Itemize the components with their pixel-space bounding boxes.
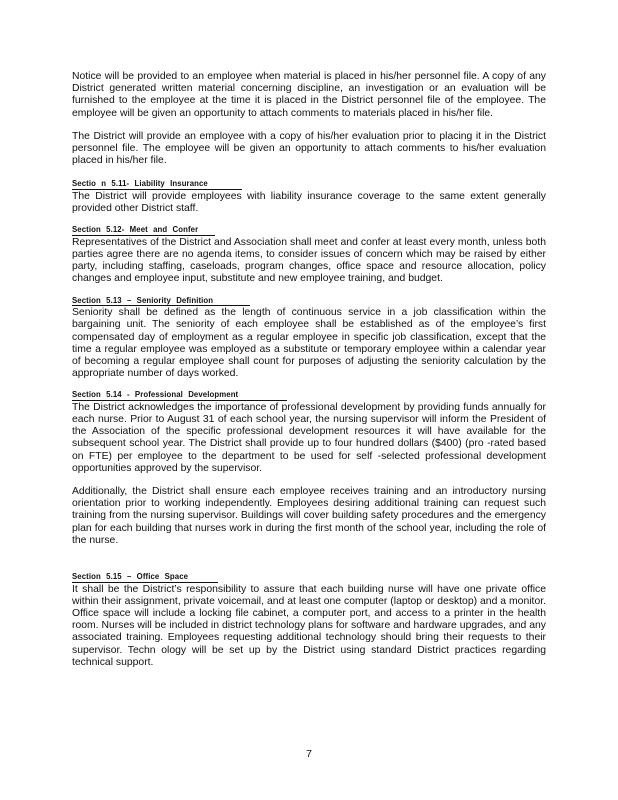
section-5-15 xyxy=(72,571,546,669)
section-body: Representatives of the District and Association shall meet and confer at least every month, unless both parties agree there are no agenda items, to consider issues of concern which may be raised by either party, including staffing, caseloads, program changes, office space and resource allocation, policy changes and employee input, substitute and new employee training, and budget. xyxy=(72,236,546,285)
page-body xyxy=(72,71,546,669)
paragraph-evaluation: The District will provide an employee with a copy of his/her evaluation prior to placing it in the District personnel file. The employee will be given an opportunity to attach comments to his/her evaluation placed in his/her file. xyxy=(72,130,546,167)
section-body: The District will provide employees with liability insurance coverage to the same extent generally provided other District staff. xyxy=(72,190,546,215)
section-5-11 xyxy=(72,178,546,215)
section-body-continued: Additionally, the District shall ensure each employee receives training and an introductory nursing orientation prior to working independently. Employees desiring additional training can request such training from the nursing supervisor. Buildings will cover building safety procedures and the emergency plan for each building that nurses work in during the first month of the school year, including the role of the nurse. xyxy=(72,486,546,546)
section-body: The District acknowledges the importance of professional development by providing funds annually for each nurse. Prior to August 31 of each school year, the nursing supervisor will inform the President of the Association of the specific professional development resources it will have available for the subsequent school year. The District shall provide up to four hundred dollars ($400) (pro -rated based on FTE) per employee to the department to be used for self -selected professional development opportunities approved by the supervisor. xyxy=(72,401,546,474)
section-5-14 xyxy=(72,389,546,547)
paragraph-notice: Notice will be provided to an employee when material is placed in his/her personnel file. A copy of any District generated written material concerning discipline, an investigation or an evaluation will be furnished to the employee at the time it is placed in the District personnel file of the employee. The employee will be given an opportunity to attach comments to materials placed in his/her file. xyxy=(72,71,546,119)
page-number: 7 xyxy=(306,748,312,760)
section-body: Seniority shall be defined as the length of continuous service in a job classification within the bargaining unit. The seniority of each employee shall be established as of the employee’s first compensated day of employment as a regular employee in specific job classification, except that the time a regular employee was employed as a substitute or temporary employee within a calendar year of becoming a regular employee shall count for purposes of adjusting the seniority calculation by the appropriate number of days worked. xyxy=(72,307,546,380)
section-heading: Section 5.14 - Professional Development xyxy=(72,390,287,401)
section-body: It shall be the District’s responsibility to assure that each building nurse will have one private office within their assignment, private voicemail, and at least one computer (laptop or desktop) and a monitor. Office space will include a locking file cabinet, a computer port, and access to a printer in the health room. Nurses will be included in district technology plans for software and hardware upgrades, and any associated training. Employees requesting additional technology should bring their requests to their supervisor. Techn ology will be set up by the District using standard District practices regarding technical support. xyxy=(72,583,546,668)
section-heading: Section 5.15 – Office Space xyxy=(72,572,218,583)
section-heading: Section 5.13 – Seniority Definition xyxy=(72,296,250,307)
section-5-12 xyxy=(72,224,546,285)
section-heading: Section 5.12- Meet and Confer xyxy=(72,225,215,236)
section-heading: Sectio n 5.11- Liability Insurance xyxy=(72,179,242,190)
section-5-13 xyxy=(72,295,546,381)
